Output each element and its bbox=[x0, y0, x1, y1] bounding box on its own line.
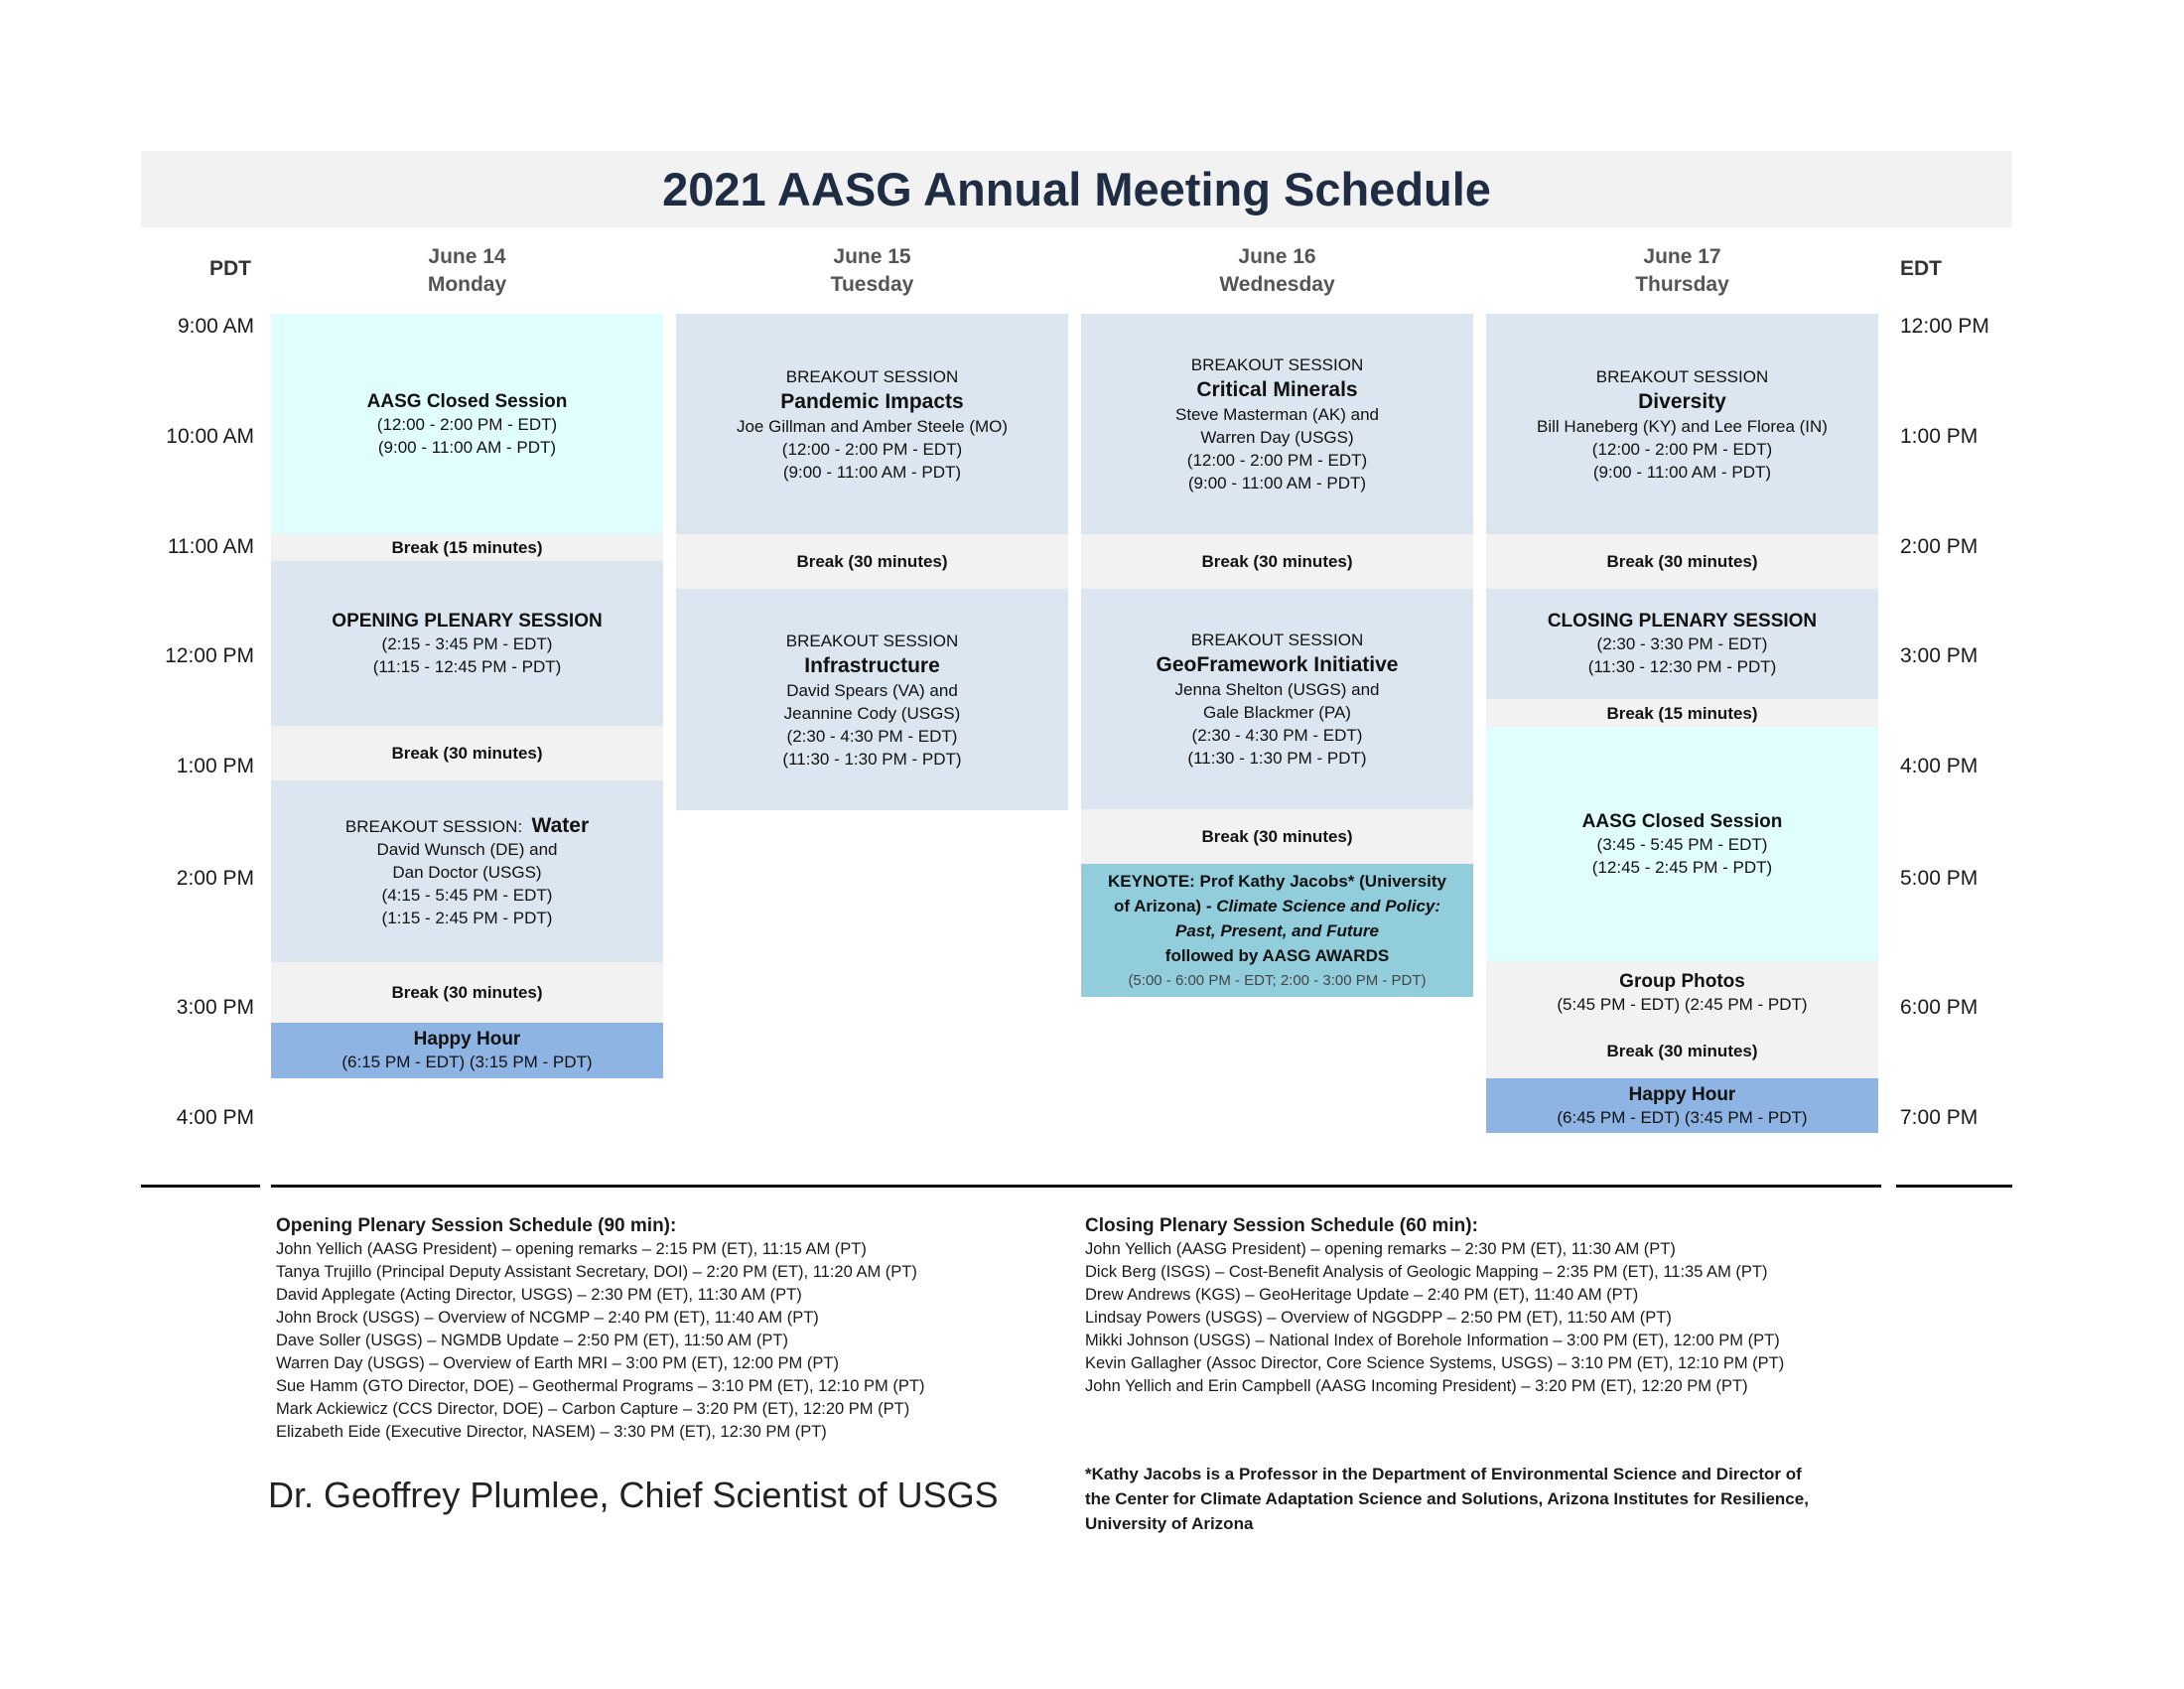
keynote-affiliation: of Arizona) - bbox=[1113, 896, 1212, 915]
break-label: Break (15 minutes) bbox=[1606, 703, 1758, 723]
schedule-line: John Yellich (AASG President) – opening remarks – 2:15 PM (ET), 11:15 AM (PT) bbox=[276, 1240, 867, 1258]
break-label: Break (30 minutes) bbox=[796, 552, 948, 571]
session-title: Group Photos bbox=[1619, 970, 1745, 992]
session-pdt: (11:30 - 1:30 PM - PDT) bbox=[1187, 749, 1367, 768]
time-pdt: 9:00 AM bbox=[177, 315, 254, 338]
session-edt: (12:00 - 2:00 PM - EDT) bbox=[1186, 451, 1368, 470]
schedule-heading: Opening Plenary Session Schedule (90 min): bbox=[276, 1215, 677, 1236]
day-header-wednesday bbox=[1081, 243, 1473, 299]
time-pdt: 12:00 PM bbox=[165, 644, 254, 667]
wednesday-break-2 bbox=[1081, 809, 1473, 864]
session-pdt: (9:00 - 11:00 AM - PDT) bbox=[1592, 462, 1772, 482]
monday-happy-hour bbox=[271, 1023, 663, 1078]
footnote-line: University of Arizona bbox=[1085, 1514, 1254, 1533]
break-label: Break (30 minutes) bbox=[1606, 552, 1758, 571]
day-weekday: Tuesday bbox=[830, 273, 914, 296]
title-bar bbox=[141, 151, 2012, 227]
keynote-topic-cont bbox=[1175, 918, 1379, 943]
session-pdt: (12:45 - 2:45 PM - PDT) bbox=[1591, 858, 1773, 877]
session-label: BREAKOUT SESSION bbox=[785, 631, 959, 650]
keynote-footnote bbox=[1085, 1462, 1909, 1536]
session-title: Diversity bbox=[1638, 389, 1726, 413]
session-label: BREAKOUT SESSION bbox=[1190, 355, 1364, 374]
divider-left bbox=[141, 1185, 260, 1188]
time-edt: 6:00 PM bbox=[1900, 996, 1979, 1019]
time-edt: 2:00 PM bbox=[1900, 535, 1979, 558]
session-presenter: Joe Gillman and Amber Steele (MO) bbox=[736, 416, 1009, 436]
session-pdt: (11:30 - 12:30 PM - PDT) bbox=[1587, 657, 1777, 676]
session-time: (6:15 PM - EDT) (3:15 PM - PDT) bbox=[341, 1053, 593, 1071]
keynote-speaker-cont bbox=[1114, 894, 1440, 918]
schedule-line: John Yellich (AASG President) – opening remarks – 2:30 PM (ET), 11:30 AM (PT) bbox=[1085, 1240, 1676, 1258]
keynote-topic-line2: Past, Present, and Future bbox=[1175, 920, 1379, 940]
session-presenter: David Spears (VA) and bbox=[786, 680, 958, 700]
day-weekday: Wednesday bbox=[1219, 273, 1335, 296]
time-pdt: 2:00 PM bbox=[176, 867, 254, 890]
wednesday-breakout-critical-minerals bbox=[1081, 314, 1473, 534]
session-edt: (4:15 - 5:45 PM - EDT) bbox=[381, 885, 553, 905]
schedule-line: John Yellich and Erin Campbell (AASG Incoming President) – 3:20 PM (ET), 12:20 PM (PT) bbox=[1085, 1377, 1748, 1395]
time-edt: 3:00 PM bbox=[1900, 644, 1979, 667]
schedule-line: Dave Soller (USGS) – NGMDB Update – 2:50 PM (ET), 11:50 AM (PT) bbox=[276, 1332, 788, 1349]
time-pdt: 1:00 PM bbox=[176, 755, 254, 777]
time-pdt: 10:00 AM bbox=[166, 425, 254, 448]
session-title: Happy Hour bbox=[413, 1029, 521, 1050]
session-label: BREAKOUT SESSION bbox=[1190, 631, 1364, 649]
tuesday-breakout-infrastructure bbox=[676, 589, 1068, 810]
session-pdt: (11:30 - 1:30 PM - PDT) bbox=[782, 749, 962, 769]
monday-break-2 bbox=[271, 726, 663, 780]
session-label: BREAKOUT SESSION bbox=[1595, 366, 1769, 386]
session-edt: (2:30 - 3:30 PM - EDT) bbox=[1596, 634, 1768, 653]
pdt-header: PDT bbox=[209, 257, 251, 280]
session-presenter: Jenna Shelton (USGS) and bbox=[1174, 680, 1380, 699]
thursday-break-3 bbox=[1486, 1023, 1878, 1078]
session-presenter: Jeannine Cody (USGS) bbox=[783, 703, 961, 723]
session-title: GeoFramework Initiative bbox=[1156, 653, 1399, 676]
session-pdt: (9:00 - 11:00 AM - PDT) bbox=[1187, 474, 1367, 493]
session-title: Water bbox=[531, 813, 590, 837]
monday-opening-plenary bbox=[271, 561, 663, 726]
time-pdt: 4:00 PM bbox=[176, 1106, 254, 1129]
session-presenter: Bill Haneberg (KY) and Lee Florea (IN) bbox=[1537, 416, 1828, 436]
break-label: Break (15 minutes) bbox=[391, 538, 543, 557]
closing-plenary-schedule bbox=[1085, 1214, 1899, 1398]
session-pdt: (11:15 - 12:45 PM - PDT) bbox=[372, 656, 562, 676]
footnote-line: the Center for Climate Adaptation Science and Solutions, Arizona Institutes for Resilience, bbox=[1085, 1489, 1809, 1508]
schedule-line: Mikki Johnson (USGS) – National Index of Borehole Information – 3:00 PM (ET), 12:00 PM (PT) bbox=[1085, 1332, 1780, 1349]
session-label: BREAKOUT SESSION: bbox=[344, 816, 523, 836]
monday-breakout-water bbox=[271, 780, 663, 962]
schedule-line: David Applegate (Acting Director, USGS) – 2:30 PM (ET), 11:30 AM (PT) bbox=[276, 1286, 802, 1304]
session-edt: (2:30 - 4:30 PM - EDT) bbox=[1191, 726, 1363, 745]
session-time: (5:45 PM - EDT) (2:45 PM - PDT) bbox=[1557, 994, 1808, 1014]
divider-right bbox=[1896, 1185, 2012, 1188]
session-presenter: Dan Doctor (USGS) bbox=[392, 862, 542, 882]
time-edt: 1:00 PM bbox=[1900, 425, 1979, 448]
monday-break-3 bbox=[271, 962, 663, 1023]
break-label: Break (30 minutes) bbox=[391, 983, 543, 1002]
session-pdt: (9:00 - 11:00 AM - PDT) bbox=[377, 437, 557, 457]
keynote-topic: Climate Science and Policy: bbox=[1216, 896, 1441, 915]
time-pdt: 3:00 PM bbox=[176, 996, 254, 1019]
session-edt: (12:00 - 2:00 PM - EDT) bbox=[376, 414, 558, 434]
session-presenter: Warren Day (USGS) bbox=[1200, 428, 1354, 447]
thursday-group-photos bbox=[1486, 962, 1878, 1023]
break-label: Break (30 minutes) bbox=[1606, 1041, 1758, 1060]
thursday-happy-hour bbox=[1486, 1078, 1878, 1133]
session-pdt: (1:15 - 2:45 PM - PDT) bbox=[381, 908, 553, 927]
keynote-time: (5:00 - 6:00 PM - EDT; 2:00 - 3:00 PM - PDT) bbox=[1128, 971, 1427, 989]
day-date: June 16 bbox=[1238, 245, 1316, 268]
thursday-closed-session bbox=[1486, 727, 1878, 962]
footnote-line: *Kathy Jacobs is a Professor in the Department of Environmental Science and Director of bbox=[1085, 1465, 1802, 1483]
session-edt: (2:30 - 4:30 PM - EDT) bbox=[786, 726, 958, 746]
session-edt: (3:45 - 5:45 PM - EDT) bbox=[1596, 835, 1768, 854]
session-edt: (12:00 - 2:00 PM - EDT) bbox=[781, 439, 963, 459]
thursday-closing-plenary bbox=[1486, 589, 1878, 699]
session-label: BREAKOUT SESSION bbox=[785, 366, 959, 386]
thursday-break-1 bbox=[1486, 534, 1878, 589]
wednesday-breakout-geoframework bbox=[1081, 589, 1473, 809]
monday-break-1 bbox=[271, 534, 663, 561]
day-header-thursday bbox=[1486, 243, 1878, 299]
chief-scientist-note: Dr. Geoffrey Plumlee, Chief Scientist of USGS bbox=[268, 1475, 999, 1515]
day-date: June 17 bbox=[1643, 245, 1721, 268]
time-edt: 7:00 PM bbox=[1900, 1106, 1979, 1129]
session-edt: (12:00 - 2:00 PM - EDT) bbox=[1591, 439, 1773, 459]
session-title: CLOSING PLENARY SESSION bbox=[1547, 611, 1818, 632]
schedule-heading: Closing Plenary Session Schedule (60 min): bbox=[1085, 1215, 1478, 1236]
schedule-line: Sue Hamm (GTO Director, DOE) – Geothermal Programs – 3:10 PM (ET), 12:10 PM (PT) bbox=[276, 1377, 925, 1395]
thursday-breakout-diversity bbox=[1486, 314, 1878, 534]
session-pdt: (9:00 - 11:00 AM - PDT) bbox=[782, 462, 962, 482]
break-label: Break (30 minutes) bbox=[391, 744, 543, 763]
session-heading bbox=[345, 814, 589, 838]
session-title: Happy Hour bbox=[1628, 1083, 1736, 1105]
day-weekday: Thursday bbox=[1635, 273, 1729, 296]
divider-main bbox=[271, 1185, 1881, 1188]
session-presenter: David Wunsch (DE) and bbox=[376, 839, 558, 859]
tuesday-breakout-pandemic bbox=[676, 314, 1068, 534]
schedule-line: Tanya Trujillo (Principal Deputy Assistant Secretary, DOI) – 2:20 PM (ET), 11:20 AM (PT) bbox=[276, 1263, 917, 1281]
schedule-line: Elizabeth Eide (Executive Director, NASEM) – 3:30 PM (ET), 12:30 PM (PT) bbox=[276, 1423, 827, 1441]
session-title: Infrastructure bbox=[804, 653, 940, 677]
page-title: 2021 AASG Annual Meeting Schedule bbox=[662, 163, 1491, 215]
day-date: June 14 bbox=[428, 245, 506, 268]
schedule-line: Mark Ackiewicz (CCS Director, DOE) – Carbon Capture – 3:20 PM (ET), 12:20 PM (PT) bbox=[276, 1400, 910, 1418]
day-date: June 15 bbox=[833, 245, 911, 268]
session-presenter: Steve Masterman (AK) and bbox=[1174, 405, 1380, 424]
day-header-tuesday bbox=[676, 243, 1068, 299]
schedule-line: Kevin Gallagher (Assoc Director, Core Science Systems, USGS) – 3:10 PM (ET), 12:10 PM (PT) bbox=[1085, 1354, 1785, 1372]
schedule-line: Lindsay Powers (USGS) – Overview of NGGDPP – 2:50 PM (ET), 11:50 AM (PT) bbox=[1085, 1309, 1672, 1327]
session-title: AASG Closed Session bbox=[1581, 811, 1783, 832]
edt-header: EDT bbox=[1900, 257, 1942, 280]
time-edt: 12:00 PM bbox=[1900, 315, 1989, 338]
session-title: OPENING PLENARY SESSION bbox=[332, 610, 603, 632]
day-header-monday bbox=[271, 243, 663, 299]
session-time: (6:45 PM - EDT) (3:45 PM - PDT) bbox=[1557, 1107, 1808, 1127]
schedule-line: Warren Day (USGS) – Overview of Earth MRI – 3:00 PM (ET), 12:00 PM (PT) bbox=[276, 1354, 839, 1372]
schedule-line: Dick Berg (ISGS) – Cost-Benefit Analysis of Geologic Mapping – 2:35 PM (ET), 11:35 AM (PT) bbox=[1085, 1263, 1768, 1281]
time-edt: 5:00 PM bbox=[1900, 867, 1979, 890]
thursday-break-2 bbox=[1486, 699, 1878, 727]
wednesday-keynote bbox=[1081, 864, 1473, 997]
break-label: Break (30 minutes) bbox=[1201, 552, 1353, 571]
monday-closed-session bbox=[271, 314, 663, 534]
keynote-speaker: KEYNOTE: Prof Kathy Jacobs* (University bbox=[1107, 871, 1447, 891]
schedule-line: Drew Andrews (KGS) – GeoHeritage Update – 2:40 PM (ET), 11:40 AM (PT) bbox=[1085, 1286, 1639, 1304]
time-pdt: 11:00 AM bbox=[167, 535, 254, 558]
session-presenter: Gale Blackmer (PA) bbox=[1203, 703, 1351, 722]
session-title: AASG Closed Session bbox=[366, 390, 568, 412]
wednesday-break-1 bbox=[1081, 534, 1473, 589]
keynote-followup: followed by AASG AWARDS bbox=[1164, 945, 1390, 965]
session-edt: (2:15 - 3:45 PM - EDT) bbox=[381, 633, 553, 653]
schedule-line: John Brock (USGS) – Overview of NCGMP – 2:40 PM (ET), 11:40 AM (PT) bbox=[276, 1309, 819, 1327]
time-edt: 4:00 PM bbox=[1900, 755, 1979, 777]
break-label: Break (30 minutes) bbox=[1201, 827, 1353, 846]
session-title: Pandemic Impacts bbox=[780, 389, 964, 413]
opening-plenary-schedule bbox=[276, 1214, 1060, 1444]
tuesday-break-1 bbox=[676, 534, 1068, 589]
session-title: Critical Minerals bbox=[1196, 378, 1358, 401]
day-weekday: Monday bbox=[427, 273, 507, 296]
